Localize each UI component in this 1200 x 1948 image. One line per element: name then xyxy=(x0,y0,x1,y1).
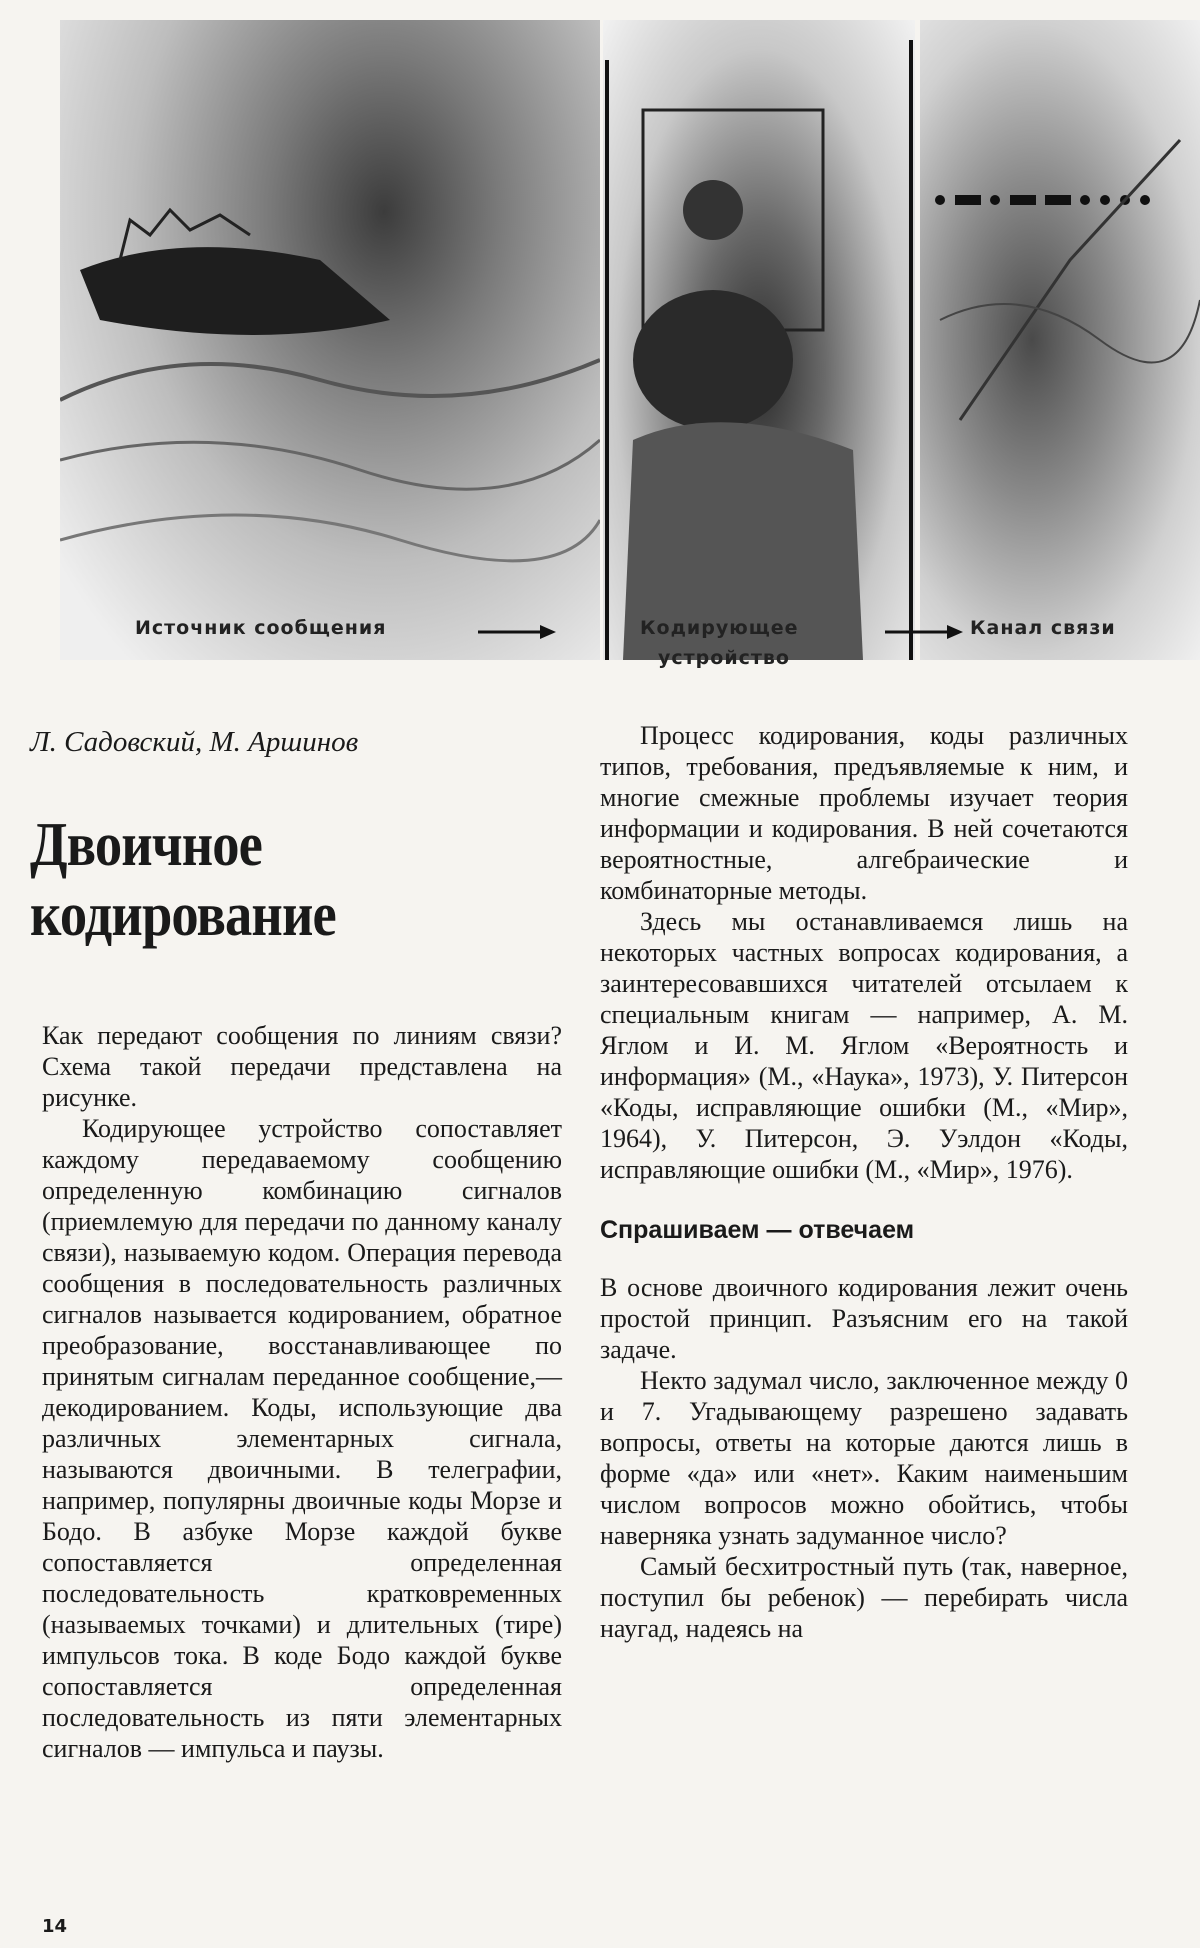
paragraph: Самый бесхитростный путь (так, наверное, поступил бы ребенок) — перебирать числа наугад, надеясь на xyxy=(600,1552,1128,1643)
paragraph: Процесс кодирования, коды различных типов, требования, предъявляемые к ним, и многие смежные проблемы изучает теория информации и кодирования. В ней сочетаются вероятностные, алгебраические и комбинаторные методы. xyxy=(600,721,1128,905)
paragraph: Здесь мы останавливаемся лишь на некоторых частных вопросах кодирования, а заинтересовавшихся читателей отсылаем к специальным книгам — например, А. М. Яглом и И. М. Яглом «Вероятность и информация» (М., «Наука», 1973), У. Питерсон «Коды, исправляющие ошибки (М., «Мир», 1964), У. Питерсон, Э. Уэлдон «Коды, исправляющие ошибки (М., «Мир», 1976). xyxy=(600,907,1128,1184)
authors: Л. Садовский, М. Аршинов xyxy=(30,726,359,758)
arrow-icon xyxy=(885,622,965,642)
paragraph: Некто задумал число, заключенное между 0 и 7. Угадывающему разрешено задавать вопросы, ответы на которые даются лишь в форме «да» или «нет». Каким наименьшим числом вопросов можно обойтись, чтобы наверняка узнать задуманное число? xyxy=(600,1366,1128,1550)
communication-channel-drawing xyxy=(920,20,1200,660)
title-line: Двоичное xyxy=(30,811,263,879)
channel-label: Канал связи xyxy=(970,617,1116,639)
arrow-icon xyxy=(478,622,558,642)
right-column xyxy=(600,720,1128,1644)
encoder-label-line1: Кодирующее xyxy=(640,617,799,639)
title-line: кодирование xyxy=(30,881,336,949)
paragraph: Кодирующее устройство сопоставляет каждому передаваемому сообщению определенную комбинацию сигналов (приемлемую для передачи по данному каналу связи), называемую кодом. Операция перевода сообщения в последовательность различных сигналов называется кодированием, обратное преобразование, восстанавливающее по принятым сигналам переданное сообщение,— декодированием. Коды, использующие два различных элементарных сигнала, называются двоичными. В телеграфии, например, популярны двоичные коды Морзе и Бодо. В азбуке Морзе каждой букве сопоставляется определенная последовательность кратковременных (называемых точками) и длительных (тире) импульсов тока. В коде Бодо каждой букве сопоставляется определенная последовательность из пяти элементарных сигналов — импульса и паузы. xyxy=(42,1114,562,1763)
article-title xyxy=(30,810,336,950)
paragraph: Как передают сообщения по линиям связи? Схема такой передачи представлена на рисунке. xyxy=(42,1021,562,1112)
paragraph: В основе двоичного кодирования лежит очень простой принцип. Разъясним его на такой задаче. xyxy=(600,1273,1128,1364)
ship-in-storm-drawing xyxy=(60,20,600,660)
source-label: Источник сообщения xyxy=(135,617,387,639)
page-number: 14 xyxy=(42,1916,68,1937)
telegraph-operator-drawing xyxy=(603,20,915,660)
illustration xyxy=(0,0,1200,690)
section-heading: Спрашиваем — отвечаем xyxy=(600,1216,915,1244)
left-column xyxy=(42,1020,562,1764)
encoder-label-line2: устройство xyxy=(658,647,790,669)
